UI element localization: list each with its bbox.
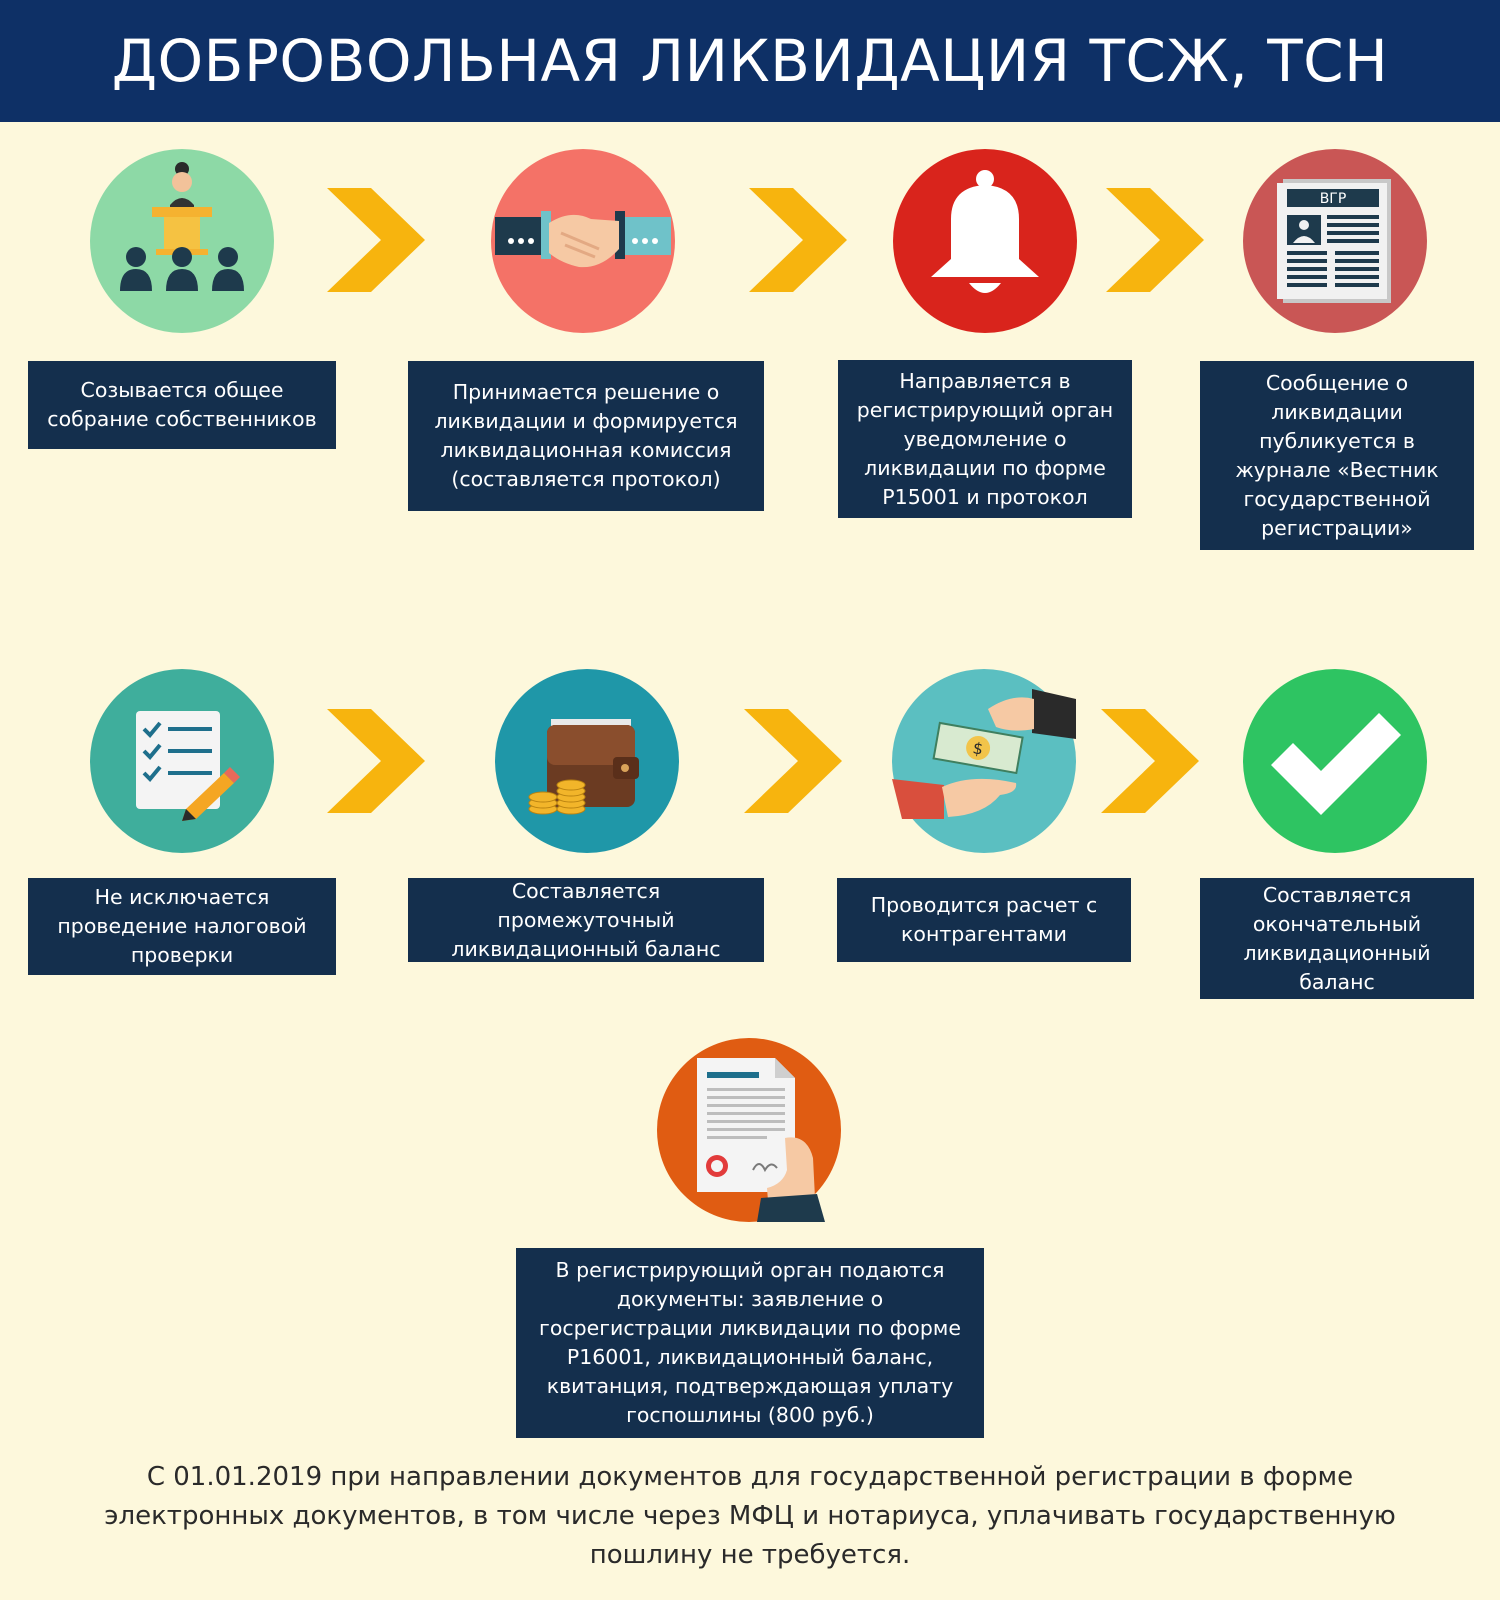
page-title: ДОБРОВОЛЬНАЯ ЛИКВИДАЦИЯ ТСЖ, ТСН: [111, 27, 1389, 95]
checkmark-icon: [1243, 669, 1427, 853]
money-hands-icon: [892, 669, 1076, 853]
wallet-icon: [495, 669, 679, 853]
step-3-description: Направляется в регистрирующий орган уведомление о ликвидации по форме Р15001 и протокол: [838, 360, 1132, 518]
step-4-description: Сообщение о ликвидации публикуется в журнале «Вестник государственной регистрации»: [1200, 361, 1474, 550]
step-2-description: Принимается решение о ликвидации и формируется ликвидационная комиссия (составляется протокол): [408, 361, 764, 511]
arrow-right-icon: [1106, 188, 1204, 292]
arrow-right-icon: [327, 709, 425, 813]
newspaper-icon: [1243, 149, 1427, 333]
checklist-icon: [90, 669, 274, 853]
step-9-description: В регистрирующий орган подаются документы: заявление о госрегистрации ликвидации по форме Р16001, ликвидационный баланс, квитанция, подтверждающая уплату госпошлины (800 руб.): [516, 1248, 984, 1438]
step-7-description: Проводится расчет с контрагентами: [837, 878, 1131, 962]
document-icon: [657, 1038, 841, 1222]
step-1-description: Созывается общее собрание собственников: [28, 361, 336, 449]
bell-icon: [893, 149, 1077, 333]
svg-text:$: $: [971, 738, 985, 759]
step-6-description: Составляется промежуточный ликвидационный баланс: [408, 878, 764, 962]
meeting-icon: [90, 149, 274, 333]
footnote: С 01.01.2019 при направлении документов для государственной регистрации в форме электронных документов, в том числе через МФЦ и нотариуса, уплачивать государственную пошлину не требуется.: [104, 1462, 1396, 1570]
arrow-right-icon: [327, 188, 425, 292]
header-banner: [0, 0, 1500, 122]
step-8-description: Составляется окончательный ликвидационный баланс: [1200, 878, 1474, 999]
arrow-right-icon: [1101, 709, 1199, 813]
step-5-description: Не исключается проведение налоговой проверки: [28, 878, 336, 975]
arrow-right-icon: [749, 188, 847, 292]
arrow-right-icon: [744, 709, 842, 813]
newspaper-label: ВГР: [1319, 191, 1347, 207]
handshake-icon: [491, 149, 675, 333]
